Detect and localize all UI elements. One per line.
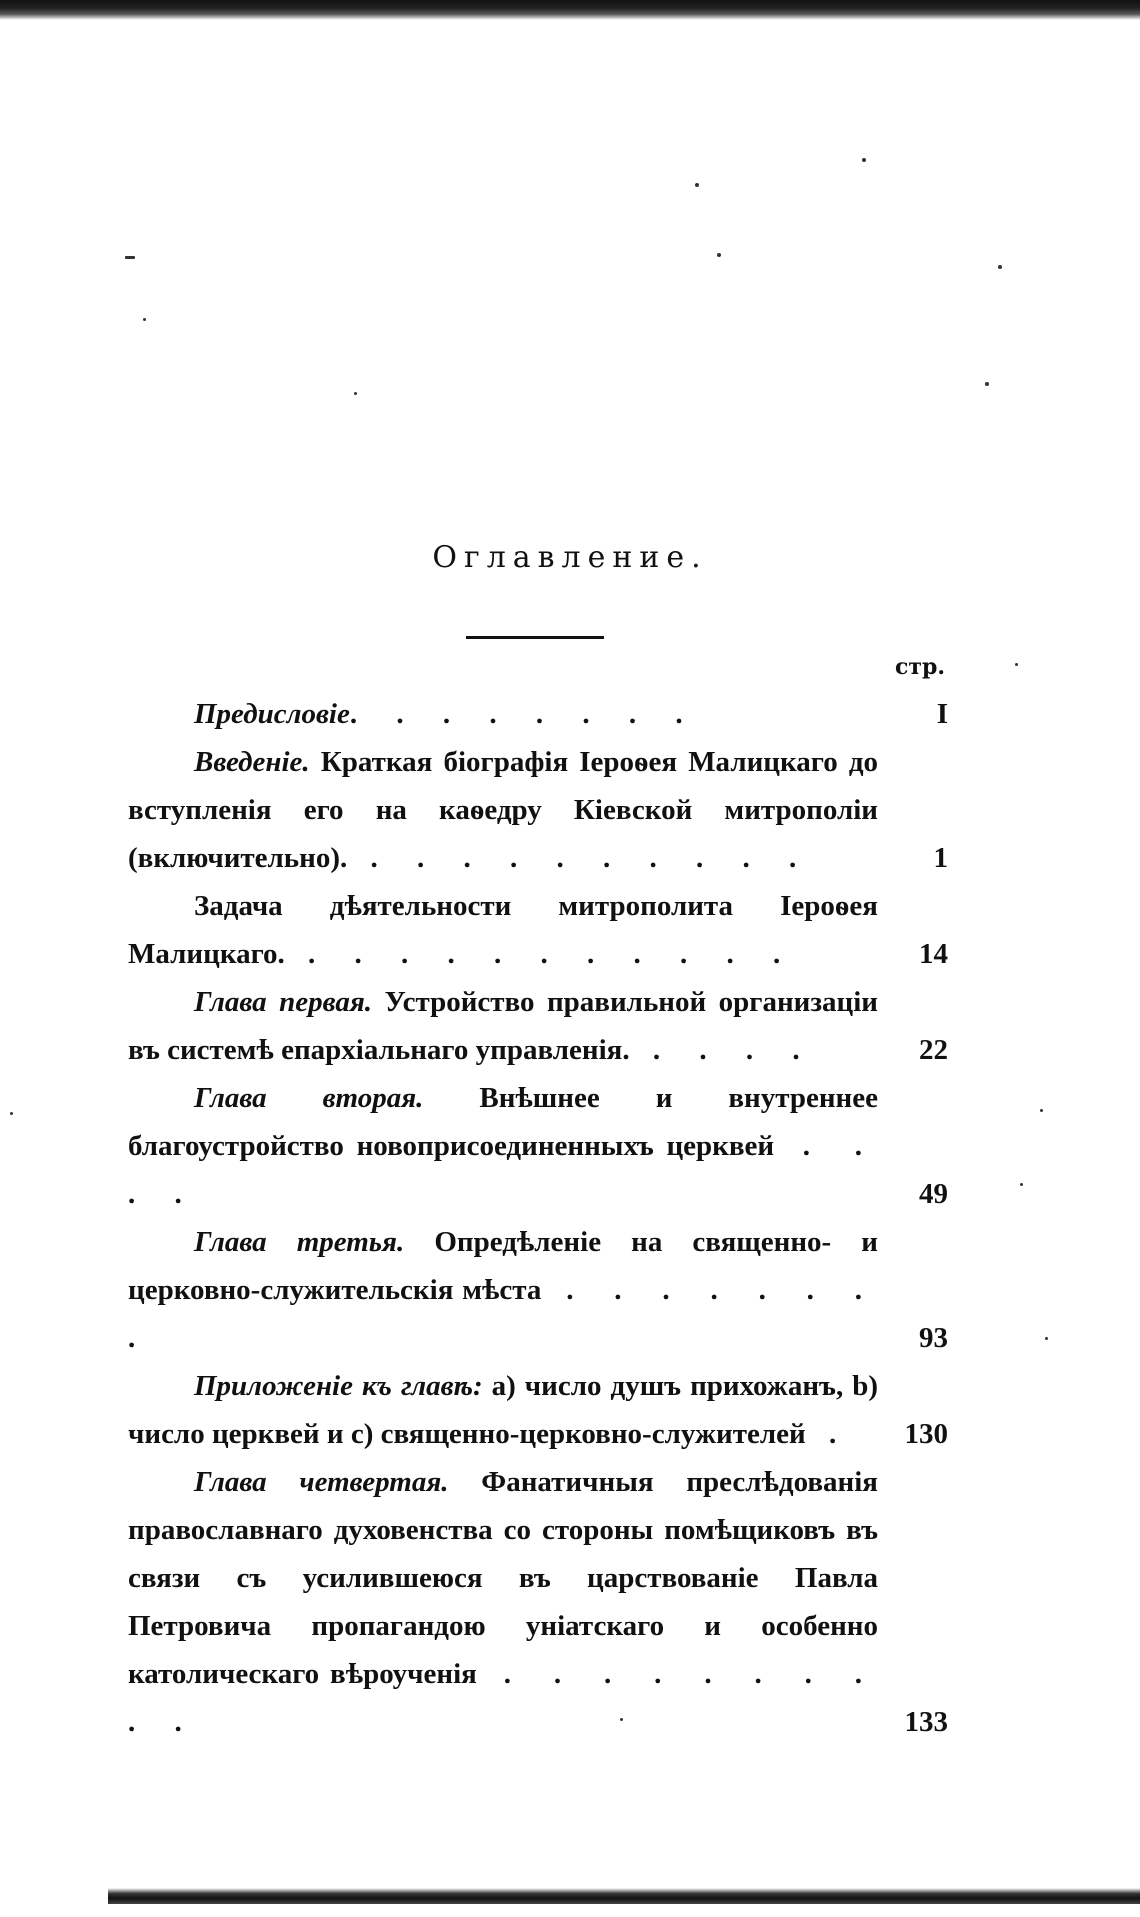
toc-page-number: 49 (919, 1178, 948, 1210)
toc-entry-text (128, 1362, 878, 1458)
toc-page-number: I (936, 698, 948, 730)
toc-page-number: 133 (904, 1706, 948, 1738)
scan-speck (862, 158, 866, 162)
toc-leader-dots: . . . . . . . . . . (347, 842, 813, 874)
toc-entry-text (128, 1074, 878, 1218)
toc-entry-body: a) число душъ прихожанъ, b) число церквей и c) священно-церковно-служителей (128, 1370, 878, 1450)
toc-entry-body: Устройство правильной организаціи въ системѣ епархіальнаго управленія. (128, 986, 878, 1066)
table-of-contents (128, 690, 948, 1746)
toc-entry-label: Глава третья. (194, 1226, 405, 1258)
page-top-edge (0, 0, 1140, 20)
toc-entry (128, 1218, 948, 1362)
toc-entry-body: Задача дѣятельности митрополита Іероѳея Малицкаго. (128, 890, 878, 970)
toc-entry-body: Краткая біографія Іероѳея Малицкаго до вступленія его на каѳедру Кіевской митрополіи (включительно). (128, 746, 878, 874)
toc-entry (128, 690, 948, 738)
toc-entry (128, 1074, 948, 1218)
scan-speck (10, 1112, 13, 1115)
scan-speck (985, 382, 989, 386)
toc-page-number: 1 (933, 842, 948, 874)
scan-speck (1015, 663, 1018, 666)
page-column-label: стр. (895, 654, 946, 680)
toc-page-number: 93 (919, 1322, 948, 1354)
toc-page-number: 22 (919, 1034, 948, 1066)
toc-entry-text (128, 738, 878, 882)
toc-page-number: 14 (919, 938, 948, 970)
toc-entry-text (128, 1458, 878, 1746)
toc-entry-text (128, 690, 878, 738)
toc-leader-dots: . . . . (629, 1034, 816, 1066)
toc-entry-body: Фанатичныя преслѣдованія православнаго духовенства со стороны помѣщиковъ въ связи съ усилившеюся въ царствованіе Павла Петровича пропагандою уніатскаго и особенно католическаго вѣроученія (128, 1466, 878, 1690)
toc-entry-text (128, 882, 878, 978)
page-bottom-edge (108, 1888, 1140, 1904)
toc-entry-label: Глава четвертая. (194, 1466, 449, 1498)
scan-speck (1020, 1183, 1023, 1186)
toc-leader-dots: . . . . . . . . . . (128, 1658, 879, 1738)
toc-entry-label: Глава вторая. (194, 1082, 424, 1114)
toc-entry (128, 978, 948, 1074)
toc-entry (128, 1458, 948, 1746)
toc-leader-dots: . (805, 1418, 853, 1450)
toc-page-number: 130 (904, 1418, 948, 1450)
scan-speck (717, 253, 721, 257)
toc-entry-label: Глава первая. (194, 986, 373, 1018)
toc-entry-text (128, 978, 878, 1074)
title-rule (466, 636, 604, 639)
scan-speck (1045, 1337, 1048, 1340)
scan-speck (354, 392, 357, 395)
toc-entry-body: Опредѣленіе на священно- и церковно-служительскія мѣста (128, 1226, 878, 1306)
toc-entry-label: Предисловіе (194, 698, 350, 730)
toc-entry-body: Внѣшнее и внутреннее благоустройство новоприсоединенныхъ церквей (128, 1082, 878, 1162)
toc-leader-dots: . . . . . . . . (349, 698, 699, 730)
scan-speck (143, 318, 146, 321)
toc-entry (128, 1362, 948, 1458)
toc-leader-dots: . . . . . . . . (128, 1274, 879, 1354)
page-title: Оглавление. (432, 540, 708, 575)
toc-entry-label: Приложеніе къ главѣ: (194, 1370, 483, 1402)
toc-entry-text (128, 1218, 878, 1362)
scan-speck (1040, 1109, 1043, 1112)
scan-speck (998, 265, 1002, 269)
toc-leader-dots: . . . . (128, 1130, 878, 1210)
toc-entry-label: Введеніе. (194, 746, 310, 778)
scan-speck (695, 183, 699, 187)
toc-entry (128, 882, 948, 978)
scan-speck (125, 256, 135, 259)
toc-leader-dots: . . . . . . . . . . . (284, 938, 797, 970)
toc-entry (128, 738, 948, 882)
